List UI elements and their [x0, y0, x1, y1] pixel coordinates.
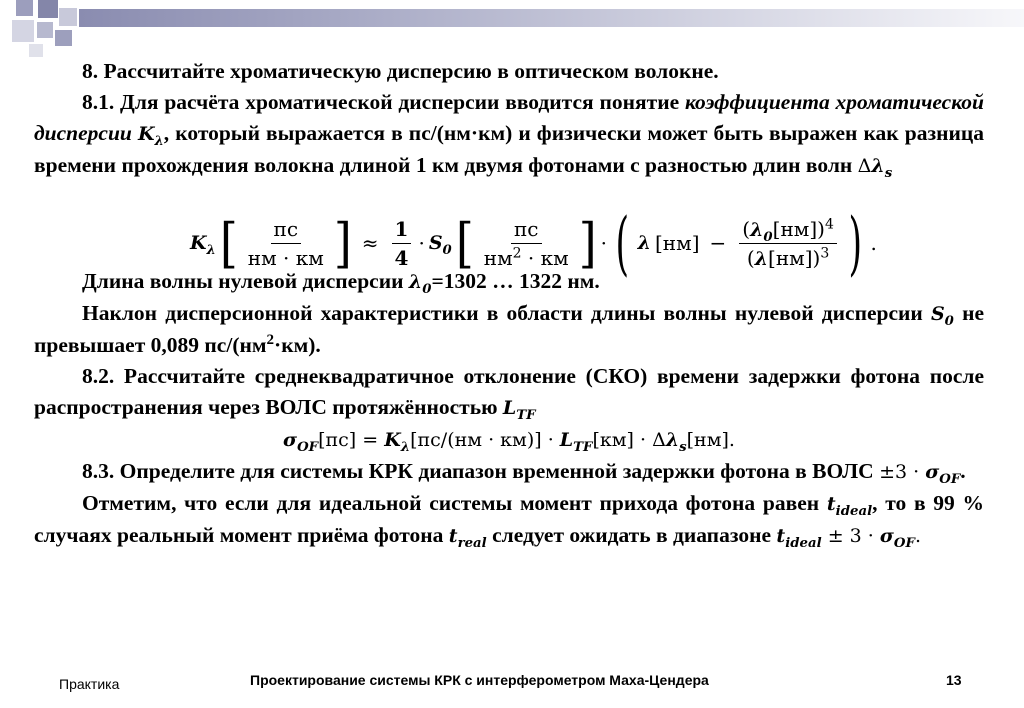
text: 8.1. Для расчёта хроматической дисперсии вводится понятие — [82, 90, 685, 114]
sub: λ — [206, 242, 216, 258]
sym: λ — [408, 271, 423, 293]
text: не превышает 0,089 пс/(нм — [34, 301, 984, 357]
plus-minus: ± 3 · — [821, 525, 880, 547]
text: ( — [746, 245, 755, 270]
unit: [пс] = — [318, 429, 385, 451]
sub: 0 — [442, 242, 452, 258]
sym: σ — [283, 429, 298, 451]
text: 8.3. Определите для системы КРК диапазон временной задержки фотона в ВОЛС — [82, 459, 880, 483]
sub: λ — [154, 133, 164, 149]
text: ( — [742, 216, 751, 241]
denominator — [481, 244, 572, 270]
fraction-quarter — [392, 217, 412, 270]
text: Наклон дисперсионной характеристики в области длины волны нулевой дисперсии — [82, 301, 931, 325]
sub: s — [679, 439, 687, 455]
numerator: пс — [511, 217, 542, 244]
sym: t — [776, 525, 786, 547]
slope-paragraph — [34, 298, 984, 361]
symbol-k-lambda — [190, 232, 216, 258]
sub: λ — [400, 439, 411, 455]
sub: ideal — [785, 535, 822, 551]
text: нм — [483, 245, 513, 270]
bracket-left: [ — [219, 211, 238, 275]
section-8-1-paragraph — [34, 87, 984, 182]
sym: K — [384, 429, 401, 451]
delta-symbol: Δ — [857, 155, 872, 177]
sym: L — [502, 397, 517, 419]
minus-sign: − — [709, 231, 727, 255]
symbol-sigma-of — [925, 461, 961, 487]
denominator: 4 — [394, 245, 409, 270]
header-square — [38, 0, 58, 18]
text: 8.2. Рассчитайте среднеквадратичное отклонение (СКО) времени задержки фотона после распространения через ВОЛС протяжённостью — [34, 364, 984, 419]
sym: σ — [879, 525, 894, 547]
footer-section-label: Практика — [59, 676, 120, 692]
sub: OF — [893, 535, 915, 551]
symbol-k-lambda — [384, 429, 411, 455]
term-italic: коэффициента хроматической дисперсии — [34, 90, 984, 145]
sym: L — [559, 429, 574, 451]
symbol-s0 — [428, 232, 452, 258]
symbol-sigma-of — [283, 429, 319, 455]
paren-right: ) — [848, 202, 863, 284]
symbol-lambda: λ — [637, 232, 651, 254]
sym: σ — [925, 461, 940, 483]
sym: λ — [871, 155, 885, 177]
paren-left: ( — [615, 202, 630, 284]
sup: 4 — [824, 215, 834, 232]
header-square — [59, 8, 77, 26]
symbol-lambda: λ — [754, 247, 769, 270]
symbol-t-ideal — [776, 525, 822, 551]
symbol-l-tf — [502, 397, 536, 423]
text: [нм]) — [772, 216, 825, 241]
numerator: 1 — [392, 217, 412, 244]
plus-minus: ±3 · — [879, 461, 926, 483]
sub: 0 — [763, 229, 773, 245]
symbol-sigma-of — [879, 525, 915, 551]
sup: 3 — [820, 244, 830, 261]
symbol-lambda-0 — [750, 218, 773, 245]
unit-fraction-2 — [481, 217, 572, 270]
sub: 0 — [422, 281, 432, 297]
symbol-l-tf — [559, 429, 593, 455]
bracket-left: [ — [455, 211, 474, 275]
slide-body — [34, 56, 984, 552]
header-square — [12, 20, 34, 42]
sub: real — [457, 535, 487, 551]
section-8-2-paragraph — [34, 361, 984, 424]
page-number: 13 — [946, 672, 962, 688]
unit: [нм]. — [686, 429, 735, 451]
sym: K — [137, 123, 155, 145]
sym: λ — [665, 429, 680, 451]
dot-operator: · — [418, 231, 425, 255]
sym: S — [930, 303, 945, 325]
sup: 2 — [266, 331, 275, 348]
section-8-title: 8. Рассчитайте хроматическую дисперсию в оптическом волокне. — [82, 59, 719, 83]
header-bar — [79, 9, 1024, 27]
section-8-3-paragraph — [34, 456, 984, 488]
header-square — [55, 30, 72, 46]
sym: S — [428, 232, 443, 254]
sub: 0 — [944, 313, 954, 329]
text: . — [914, 525, 921, 547]
sub: TF — [516, 407, 536, 423]
text: =1302 … 1322 нм. — [431, 269, 600, 293]
denominator — [744, 244, 832, 270]
denominator: нм · км — [247, 245, 324, 270]
sym: λ — [750, 218, 764, 241]
sup: 2 — [512, 244, 522, 261]
text: Отметим, что если для идеальной системы момент прихода фотона равен — [82, 491, 827, 515]
symbol-s0 — [930, 303, 954, 329]
sym: t — [448, 525, 458, 547]
text: . — [960, 459, 966, 483]
bracket-right: ] — [578, 211, 597, 275]
dot-operator: · — [600, 231, 608, 255]
unit: [нм] — [655, 231, 700, 255]
lambda-fraction — [739, 217, 837, 270]
unit: [км] · Δ — [592, 429, 666, 451]
text: , который выражается в пс/(нм·км) и физически может быть выражен как разница времени прохождения волокна длиной 1 км двумя фотонами с разностью длин волн — [34, 121, 984, 177]
symbol-lambda-s — [871, 155, 893, 181]
unit: [пс/(нм · км)] · — [410, 429, 560, 451]
sub: s — [884, 165, 893, 181]
approx-sign: ≈ — [361, 231, 379, 255]
text: [нм]) — [768, 245, 821, 270]
symbol-lambda-s — [665, 429, 687, 455]
numerator: пс — [271, 217, 302, 244]
unit-fraction-1 — [245, 217, 327, 270]
sub: ideal — [835, 503, 873, 519]
sym: t — [826, 493, 836, 515]
note-paragraph — [34, 488, 984, 552]
header-square — [37, 22, 53, 38]
text: , то в 99 % случаях реальный момент приёма фотона — [34, 491, 985, 547]
text: Длина волны нулевой дисперсии — [82, 269, 409, 293]
text: ·км). — [274, 333, 321, 357]
footer-title: Проектирование системы КРК с интерферометром Маха-Цендера — [250, 672, 709, 688]
symbol-t-ideal — [826, 493, 873, 519]
text: · км — [521, 245, 569, 270]
sub: OF — [297, 439, 319, 455]
text: следует ожидать в диапазоне — [486, 523, 777, 547]
sub: OF — [939, 471, 961, 487]
sub: TF — [573, 439, 593, 455]
bracket-right: ] — [333, 211, 352, 275]
formula-sigma — [34, 424, 984, 456]
numerator — [739, 217, 837, 244]
symbol-t-real — [448, 525, 487, 551]
header-square — [16, 0, 33, 16]
period: . — [870, 231, 877, 255]
sym: K — [190, 232, 207, 254]
symbol-k-lambda — [137, 123, 164, 149]
